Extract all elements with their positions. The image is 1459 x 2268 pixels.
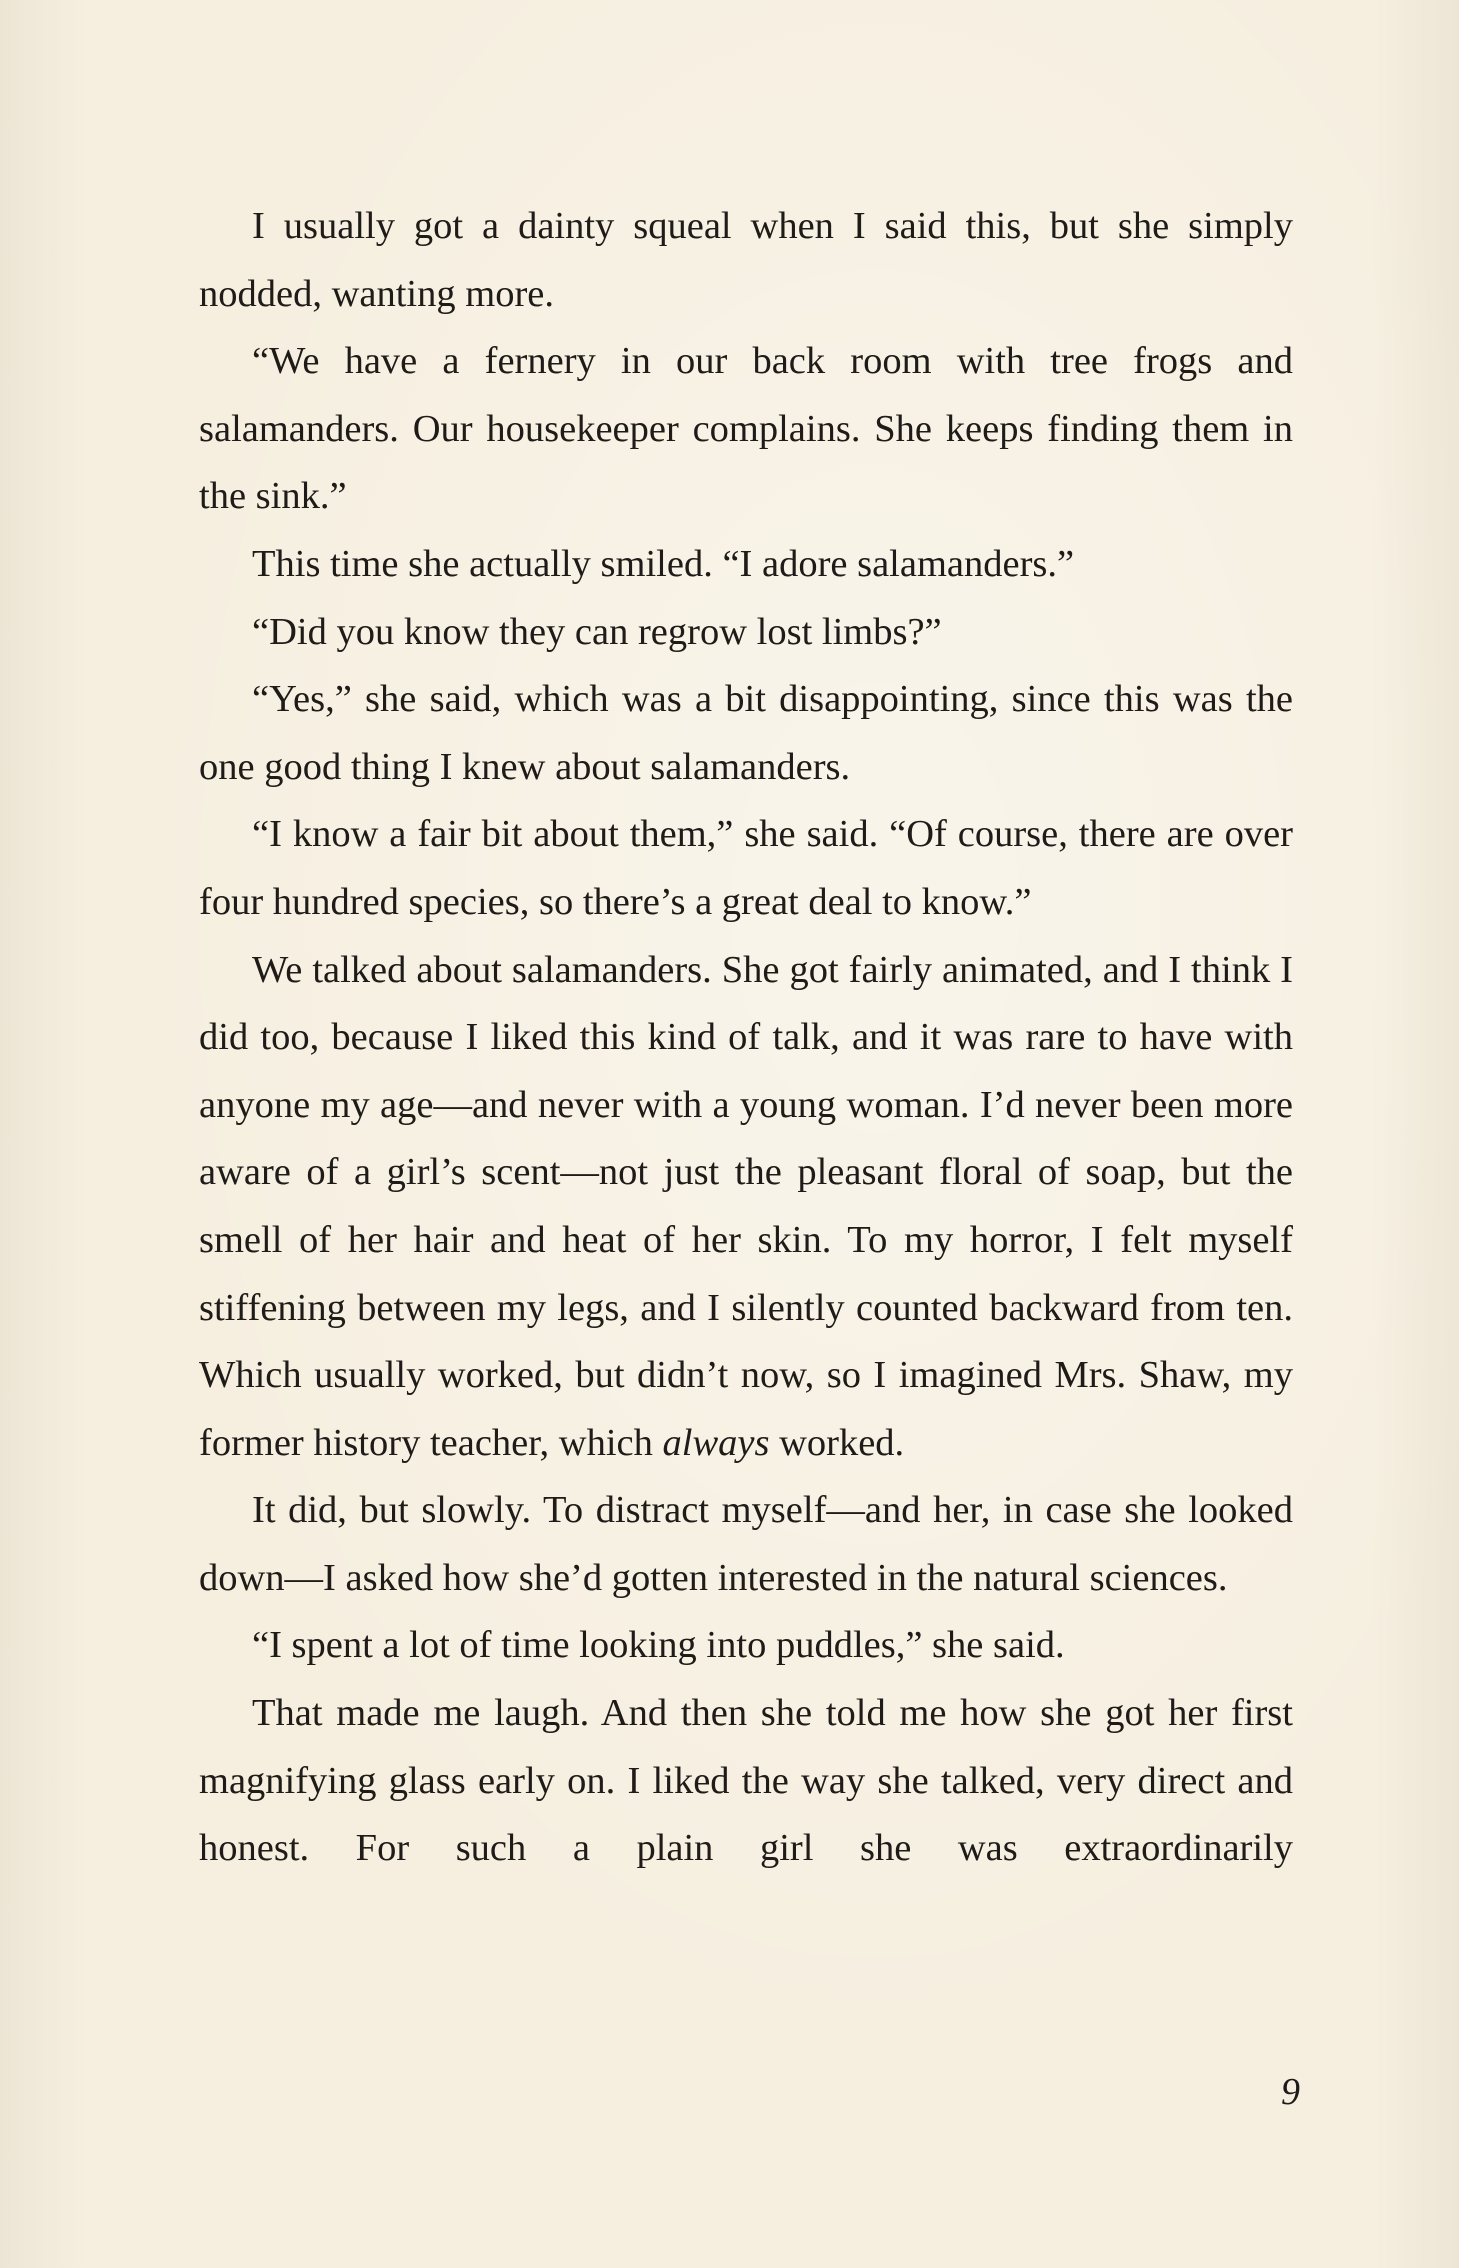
body-text <box>199 193 1293 1883</box>
paragraph-7-text-after: worked. <box>769 1421 905 1464</box>
paragraph-9: “I spent a lot of time looking into puddles,” she said. <box>252 1624 1065 1667</box>
paragraph-7-emphasis: always <box>662 1421 770 1464</box>
page-number: 9 <box>1281 2071 1300 2113</box>
paragraph-10: That made me laugh. And then she told me how she got her first magnifying glass early on. I liked the way she talked, very direct and honest. For such a plain girl she was extraordinarily <box>199 1692 1293 1870</box>
paragraph-5: “Yes,” she said, which was a bit disappointing, since this was the one good thing I knew about salamanders. <box>199 678 1293 788</box>
paragraph-6: “I know a fair bit about them,” she said. “Of course, there are over four hundred species, so there’s a great deal to know.” <box>199 813 1293 923</box>
paragraph-7-text-before: We talked about salamanders. She got fairly animated, and I think I did too, because I liked this kind of talk, and it was rare to have with anyone my age—and never with a young woman. I’d never been more aware of a girl’s scent—not just the pleasant floral of soap, but the smell of her hair and heat of her skin. To my horror, I felt myself stiffening between my legs, and I silently counted backward from ten. Which usually worked, but didn’t now, so I imagined Mrs. Shaw, my former history teacher, which <box>199 948 1293 1464</box>
paragraph-1: I usually got a dainty squeal when I said this, but she simply nodded, wanting more. <box>199 205 1293 315</box>
paragraph-8: It did, but slowly. To distract myself—and her, in case she looked down—I asked how she’d gotten interested in the natural sciences. <box>199 1489 1293 1599</box>
paragraph-3: This time she actually smiled. “I adore salamanders.” <box>252 542 1075 585</box>
paragraph-2: “We have a fernery in our back room with tree frogs and salamanders. Our housekeeper complains. She keeps finding them in the sink.” <box>199 340 1293 518</box>
paragraph-4: “Did you know they can regrow lost limbs?” <box>252 610 942 653</box>
paragraph-7 <box>199 937 1293 1478</box>
